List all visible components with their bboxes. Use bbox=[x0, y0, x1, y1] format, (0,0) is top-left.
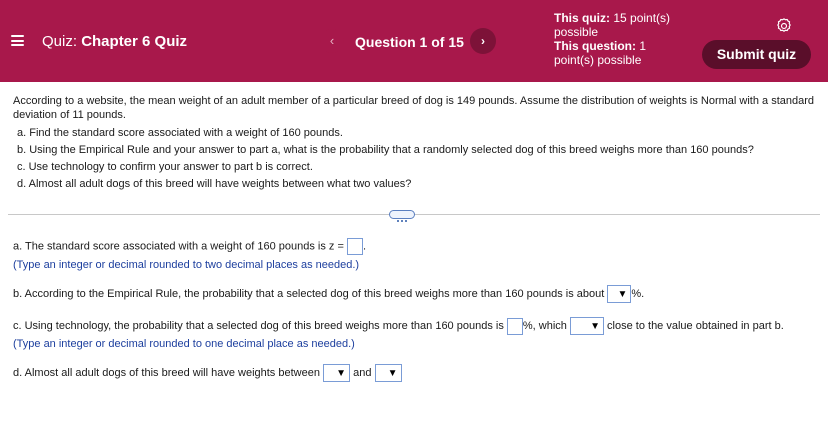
submit-quiz-button[interactable]: Submit quiz bbox=[702, 40, 811, 69]
upper-weight-dropdown[interactable] bbox=[375, 364, 402, 382]
question-intro: According to a website, the mean weight of an adult member of a particular breed of dog is 149 pounds. Assume the distribution of weights is Normal with a standard deviation of 11 pounds. bbox=[13, 95, 814, 121]
comparison-dropdown[interactable] bbox=[570, 317, 604, 335]
chevron-down-icon: ▼ bbox=[590, 321, 600, 332]
technology-probability-input[interactable] bbox=[507, 318, 523, 335]
answer-a-end: . bbox=[362, 240, 367, 253]
quiz-header bbox=[0, 0, 828, 82]
lower-weight-dropdown[interactable] bbox=[323, 364, 350, 382]
answer-c-end: close to the value obtained in part b. bbox=[607, 319, 784, 332]
expand-ellipsis-button[interactable] bbox=[389, 210, 415, 219]
this-question-points: 1 point(s) possible bbox=[554, 39, 647, 67]
quiz-name: Chapter 6 Quiz bbox=[81, 33, 188, 50]
question-part-c: c. Use technology to confirm your answer to part b is correct. bbox=[17, 161, 313, 173]
answer-c-mid: %, which bbox=[522, 319, 567, 332]
answer-d-row bbox=[13, 364, 402, 382]
question-part-b: b. Using the Empirical Rule and your answer to part a, what is the probability that a randomly selected dog of this breed weighs more than 160 pounds? bbox=[17, 144, 754, 156]
question-counter: Question 1 of 15 bbox=[355, 34, 464, 50]
answer-b-end: %. bbox=[631, 287, 645, 300]
z-score-input[interactable] bbox=[347, 238, 363, 255]
answer-d-text: d. Almost all adult dogs of this breed will have weights between bbox=[13, 366, 320, 379]
quiz-title bbox=[42, 33, 187, 50]
answer-c-text: c. Using technology, the probability that a selected dog of this breed weighs more than 160 pounds is bbox=[13, 319, 504, 332]
next-question-button[interactable]: › bbox=[470, 28, 496, 54]
question-text bbox=[13, 94, 821, 194]
chevron-down-icon: ▼ bbox=[387, 368, 398, 379]
quiz-title-prefix: Quiz: bbox=[42, 33, 78, 50]
points-info bbox=[554, 11, 684, 67]
answer-d-mid: and bbox=[353, 366, 372, 379]
this-quiz-points: 15 point(s) possible bbox=[554, 11, 671, 39]
answer-c-row bbox=[13, 317, 784, 335]
settings-gear-icon[interactable] bbox=[775, 17, 793, 35]
empirical-probability-dropdown[interactable] bbox=[607, 285, 631, 303]
answer-a-row bbox=[13, 238, 366, 255]
answer-a-text: a. The standard score associated with a weight of 160 pounds is z = bbox=[13, 240, 344, 253]
answer-a-hint: (Type an integer or decimal rounded to two decimal places as needed.) bbox=[13, 259, 360, 271]
this-question-label: This question: bbox=[554, 39, 636, 53]
answer-b-row bbox=[13, 285, 644, 303]
previous-question-button[interactable]: ‹ bbox=[320, 29, 344, 53]
answer-b-text: b. According to the Empirical Rule, the probability that a selected dog of this breed weighs more than 160 pounds is about bbox=[13, 287, 605, 300]
menu-icon[interactable] bbox=[11, 35, 24, 46]
question-part-a: a. Find the standard score associated with a weight of 160 pounds. bbox=[17, 127, 343, 139]
this-quiz-label: This quiz: bbox=[554, 11, 610, 25]
chevron-down-icon: ▼ bbox=[617, 289, 628, 300]
chevron-down-icon: ▼ bbox=[336, 368, 347, 379]
question-part-d: d. Almost all adult dogs of this breed will have weights between what two values? bbox=[17, 178, 412, 190]
answer-c-hint: (Type an integer or decimal rounded to one decimal place as needed.) bbox=[13, 338, 355, 350]
